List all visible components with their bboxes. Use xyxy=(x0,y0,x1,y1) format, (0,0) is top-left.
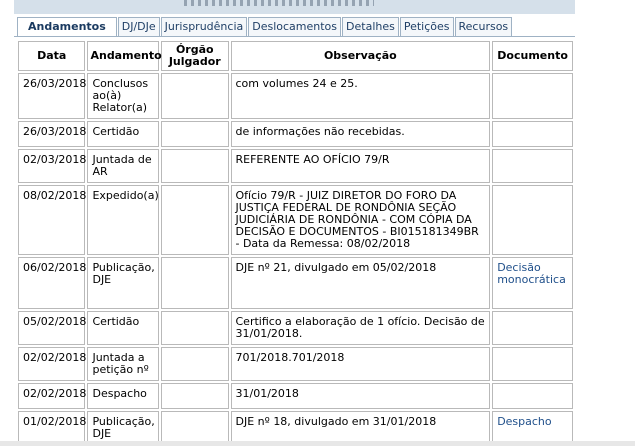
cell-documento xyxy=(492,311,573,345)
col-header-observacao: Observação xyxy=(231,41,491,71)
cell-orgao-julgador xyxy=(161,257,228,309)
tab-recursos[interactable]: Recursos xyxy=(455,17,513,36)
table-row xyxy=(18,383,573,409)
tab-dj-dje[interactable]: DJ/DJe xyxy=(118,17,160,36)
table-row xyxy=(18,73,573,119)
cell-orgao-julgador xyxy=(161,383,228,409)
cell-orgao-julgador xyxy=(161,347,228,381)
cell-observacao: REFERENTE AO OFÍCIO 79/R xyxy=(231,149,491,183)
cell-orgao-julgador xyxy=(161,73,228,119)
tab-detalhes[interactable]: Detalhes xyxy=(342,17,399,36)
cell-andamento: Conclusos ao(à) Relator(a) xyxy=(87,73,159,119)
cell-andamento: Juntada a petição nº xyxy=(87,347,159,381)
cell-observacao: Ofício 79/R - JUIZ DIRETOR DO FORO DA JUSTIÇA FEDERAL DE RONDÔNIA SEÇÃO JUDICIÁRIA DE RONDÔNIA - COM CÓPIA DA DECISÃO E DOCUMENTOS - BI015181349BR - Data da Remessa: 08/02/2018 xyxy=(231,185,491,255)
cell-orgao-julgador xyxy=(161,121,228,147)
cell-orgao-julgador xyxy=(161,185,228,255)
tab-jurisprudencia[interactable]: Jurisprudência xyxy=(161,17,248,36)
cell-data: 08/02/2018 xyxy=(18,185,85,255)
col-header-orgao-julgador: Órgão Julgador xyxy=(161,41,228,71)
cell-documento xyxy=(492,185,573,255)
cell-orgao-julgador xyxy=(161,149,228,183)
cell-data: 26/03/2018 xyxy=(18,121,85,147)
cell-observacao: com volumes 24 e 25. xyxy=(231,73,491,119)
cell-data: 01/02/2018 xyxy=(18,411,85,445)
cell-data: 05/02/2018 xyxy=(18,311,85,345)
top-banner xyxy=(0,0,635,14)
cell-andamento: Expedido(a) xyxy=(87,185,159,255)
cell-andamento: Certidão xyxy=(87,121,159,147)
cell-andamento: Despacho xyxy=(87,383,159,409)
table-row xyxy=(18,411,573,445)
cell-data: 02/02/2018 xyxy=(18,383,85,409)
tab-peticoes[interactable]: Petições xyxy=(400,17,454,36)
andamentos-table xyxy=(16,39,575,447)
cell-andamento: Juntada de AR xyxy=(87,149,159,183)
cell-documento xyxy=(492,73,573,119)
tab-bar xyxy=(17,17,513,37)
cell-observacao: 31/01/2018 xyxy=(231,383,491,409)
table-row xyxy=(18,121,573,147)
table-row xyxy=(18,149,573,183)
table-row xyxy=(18,311,573,345)
cell-documento xyxy=(492,347,573,381)
cell-andamento: Publicação, DJE xyxy=(87,257,159,309)
cell-orgao-julgador xyxy=(161,311,228,345)
tab-andamentos[interactable]: Andamentos xyxy=(17,17,117,37)
cell-data: 26/03/2018 xyxy=(18,73,85,119)
cell-documento xyxy=(492,411,573,445)
table-row xyxy=(18,257,573,309)
cell-observacao: Certifico a elaboração de 1 ofício. Decisão de 31/01/2018. xyxy=(231,311,491,345)
tab-deslocamentos[interactable]: Deslocamentos xyxy=(248,17,341,36)
header-band xyxy=(14,0,575,14)
cell-data: 02/03/2018 xyxy=(18,149,85,183)
col-header-data: Data xyxy=(18,41,85,71)
col-header-documento: Documento xyxy=(492,41,573,71)
cell-documento xyxy=(492,121,573,147)
cell-observacao: de informações não recebidas. xyxy=(231,121,491,147)
cell-documento xyxy=(492,149,573,183)
table-row xyxy=(18,347,573,381)
cell-observacao: DJE nº 21, divulgado em 05/02/2018 xyxy=(231,257,491,309)
table-row xyxy=(18,185,573,255)
cell-andamento: Publicação, DJE xyxy=(87,411,159,445)
document-link[interactable]: Despacho xyxy=(497,415,552,428)
bottom-scroll-edge xyxy=(0,441,635,446)
document-link[interactable]: Decisão monocrática xyxy=(497,261,566,286)
cell-observacao: 701/2018.701/2018 xyxy=(231,347,491,381)
cell-data: 06/02/2018 xyxy=(18,257,85,309)
table-header-row xyxy=(18,41,573,71)
cell-observacao: DJE nº 18, divulgado em 31/01/2018 xyxy=(231,411,491,445)
cell-orgao-julgador xyxy=(161,411,228,445)
cell-andamento: Certidão xyxy=(87,311,159,345)
tab-underline xyxy=(14,36,575,37)
cell-documento xyxy=(492,383,573,409)
cell-data: 02/02/2018 xyxy=(18,347,85,381)
cell-documento xyxy=(492,257,573,309)
col-header-andamento: Andamento xyxy=(87,41,159,71)
